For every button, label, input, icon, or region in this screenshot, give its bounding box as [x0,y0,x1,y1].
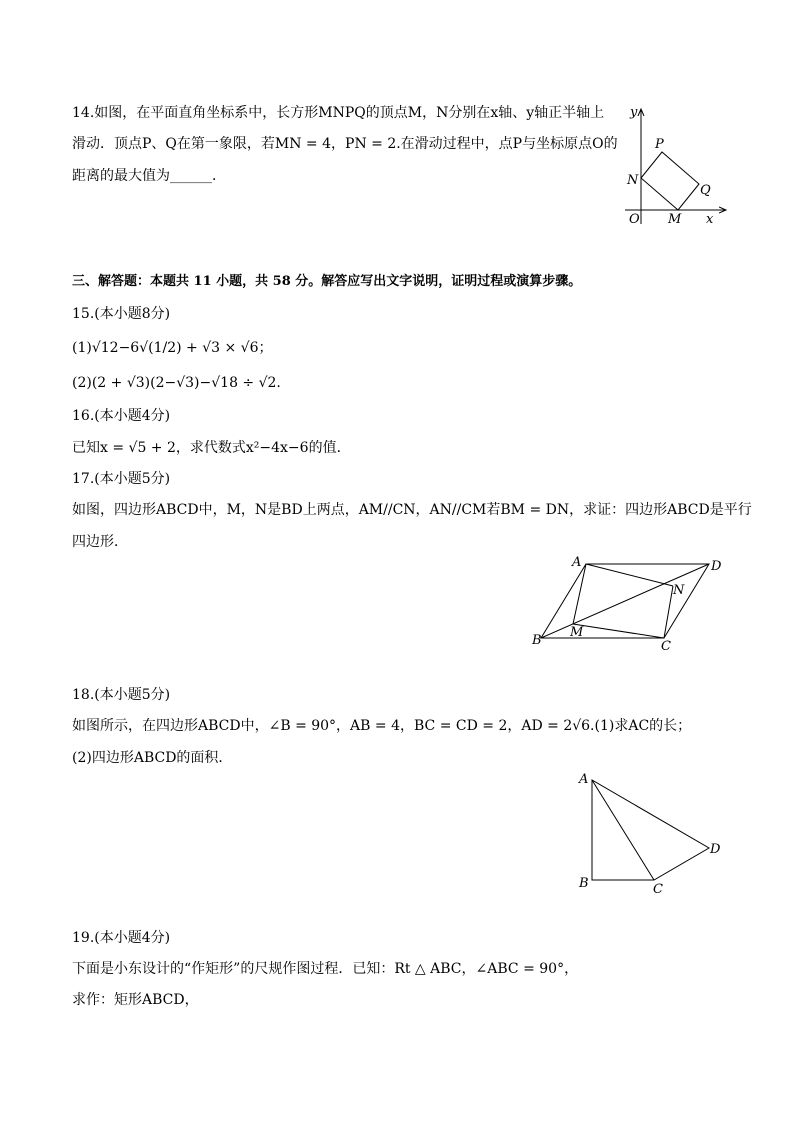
segment-an [586,564,673,586]
label-p: P [655,137,664,152]
section-3-heading: 三、解答题：本题共 11 小题，共 58 分。解答应写出文字说明，证明过程或演算步骤。 [72,274,582,289]
diagonal-ac [592,780,654,880]
label-a: A [579,772,589,787]
label-b: B [532,633,542,648]
label-d: D [711,559,722,574]
q15-head: 15.(本小题8分) [72,306,171,322]
label-c: C [661,639,671,653]
q18-quadrilateral-figure [570,768,730,898]
q19-line2: 求作：矩形ABCD， [72,992,199,1008]
q14-line3: 距离的最大值为______． [72,168,226,184]
label-n: N [673,583,685,598]
q17-line2: 四边形． [72,534,128,550]
q17-head: 17.(本小题5分) [72,471,171,487]
q14-line1: 14.如图，在平面直角坐标系中，长方形MNPQ的顶点M，N分别在x轴、y轴正半轴上 [72,105,605,121]
label-m: M [668,212,682,227]
q14-line2: 滑动．顶点P、Q在第一象限，若MN = 4，PN = 2.在滑动过程中，点P与坐标原点O的 [72,136,618,152]
label-b: B [579,876,589,891]
q17-parallelogram-figure [528,553,728,653]
q19-line1: 下面是小东设计的“作矩形”的尺规作图过程．已知：Rt △ ABC，∠ABC = 90°， [72,961,579,977]
segment-am [573,564,586,624]
diagonal-bd [541,564,709,638]
label-n: N [627,173,639,188]
q16-text: 已知x = √5 + 2，求代数式x²−4x−6的值． [72,440,351,456]
label-q: Q [700,183,711,198]
q14-coordinate-figure [610,100,740,230]
label-x: x [706,212,714,227]
q15-part1: (1)√12−6√(1/2) + √3 × √6； [72,340,273,356]
q17-line1: 如图，四边形ABCD中，M，N是BD上两点，AM//CN，AN//CM若BM = DN，求证：四边形ABCD是平行 [72,502,752,518]
label-m: M [570,625,584,640]
q18-line2: (2)四边形ABCD的面积． [72,750,233,766]
q16-head: 16.(本小题4分) [72,408,171,424]
q19-head: 19.(本小题4分) [72,930,171,946]
label-y: y [630,105,638,120]
quadrilateral-abcd [592,780,709,880]
label-d: D [710,842,721,857]
segment-cm [573,624,664,638]
label-o: O [629,212,640,227]
rectangle-mnpq [641,152,699,210]
q15-part2: (2)(2 + √3)(2−√3)−√18 ÷ √2. [72,375,281,391]
label-c: C [653,882,663,897]
q18-head: 18.(本小题5分) [72,687,171,703]
q18-line1: 如图所示，在四边形ABCD中，∠B = 90°，AB = 4，BC = CD = 2，AD = 2√6.(1)求AC的长； [72,718,692,734]
label-a: A [572,555,582,570]
